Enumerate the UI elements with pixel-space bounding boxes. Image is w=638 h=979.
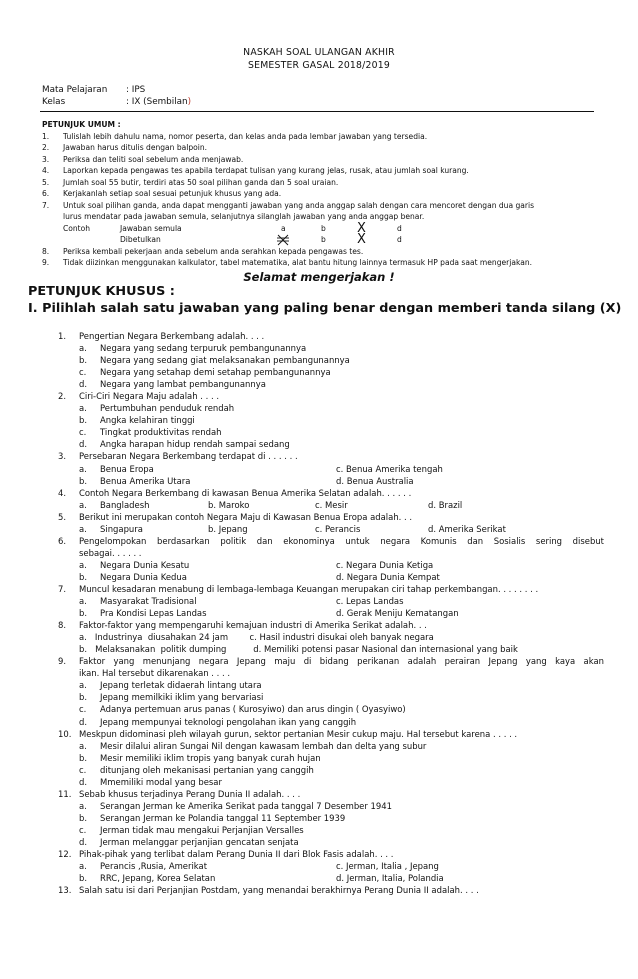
option: a. Mesir dilalui aliran Sungai Nil dengan kawasam lembah dan delta yang subur xyxy=(79,740,427,751)
example-original-label: Jawaban semula xyxy=(120,223,182,233)
question-text: Meskpun didominasi pleh wilayah gurun, sektor pertanian Mesir cukup maju. Hal tersebut karena . . . . . xyxy=(79,728,518,739)
question-text: Contoh Negara Berkembang di kawasan Benua Amerika Selatan adalah. . . . . . xyxy=(79,487,412,498)
question-12: 12. Pihak-pihak yang terlibat dalam Perang Dunia II dari Blok Fasis adalah. . . . xyxy=(58,848,604,860)
question-list xyxy=(58,330,604,896)
answer-example-row-1: Contoh Jawaban semula a b X d xyxy=(63,220,402,236)
option-row: b. RRC, Jepang, Korea Selatan d. Jerman, Italia, Polandia xyxy=(79,873,444,884)
option: c. Tingkat produktivitas rendah xyxy=(79,427,222,438)
question-3: 3. Persebaran Negara Berkembang terdapat di . . . . . . xyxy=(58,450,604,462)
question-10: 10. Meskpun didominasi pleh wilayah gurun, sektor pertanian Mesir cukup maju. Hal tersebut karena . . . . . xyxy=(58,728,604,740)
instruction-item: Jawaban harus ditulis dengan balpoin. xyxy=(63,143,208,153)
instruction-item: Periksa kembali pekerjaan anda sebelum anda serahkan kepada pengawas tes. xyxy=(63,246,364,256)
class-label: Kelas xyxy=(42,97,66,107)
option: c. Jerman tidak mau mengakui Perjanjian Versalles xyxy=(79,824,304,835)
instruction-item: Periksa dan teliti soal sebelum anda menjawab. xyxy=(63,154,244,164)
option: a. Negara yang sedang terpuruk pembangunannya xyxy=(79,343,307,354)
option-row: b. Pra Kondisi Lepas Landas d. Gerak Meniju Kematangan xyxy=(79,608,459,619)
instruction-item: Laporkan kepada pengawas tes apabila terdapat tulisan yang kurang jelas, rusak, atau jumlah soal kurang. xyxy=(63,166,469,176)
exam-header xyxy=(0,46,638,72)
option-row: a. Singapura b. Jepang c. Perancis d. Amerika Serikat xyxy=(79,523,506,534)
question-text: Pengertian Negara Berkembang adalah. . . . xyxy=(79,331,265,341)
question-text-cont: ikan. Hal tersebut dikarenakan . . . . xyxy=(79,668,231,679)
instruction-item: Jumlah soal 55 butir, terdiri atas 50 soal pilihan ganda dan 5 soal uraian. xyxy=(63,177,339,187)
class-value: : IX (Sembilan) xyxy=(126,97,192,107)
option: a. Pertumbuhan penduduk rendah xyxy=(79,403,235,414)
subject-value: : IPS xyxy=(126,85,146,95)
option: d. Negara yang lambat pembangunannya xyxy=(79,379,266,390)
option-row: a. Masyarakat Tradisional c. Lepas Landas xyxy=(79,596,404,607)
question-13: 13. Salah satu isi dari Perjanjian Postdam, yang menandai berakhirnya Perang Dunia II adalah. . . . xyxy=(58,884,604,896)
question-8: 8. Faktor-faktor yang mempengaruhi kemajuan industri di Amerika Serikat adalah. . . xyxy=(58,619,604,631)
option: b. Negara yang sedang giat melaksanakan pembangunannya xyxy=(79,355,350,366)
option-row: a. Perancis ,Rusia, Amerikat c. Jerman, Italia , Jepang xyxy=(79,861,439,872)
instruction-item: Tidak diizinkan menggunakan kalkulator, tabel matematika, alat bantu hitung lainnya termasuk HP pada saat mengerjakan. xyxy=(63,258,533,268)
option: b. Serangan Jerman ke Polandia tanggal 11 September 1939 xyxy=(79,812,346,823)
option-row: b. Negara Dunia Kedua d. Negara Dunia Kempat xyxy=(79,571,440,582)
section-heading: I. Pilihlah salah satu jawaban yang paling benar dengan memberi tanda silang (X) xyxy=(28,301,622,316)
question-text: Salah satu isi dari Perjanjian Postdam, yang menandai berakhirnya Perang Dunia II adalah. . . . xyxy=(79,885,479,896)
exam-title: NASKAH SOAL ULANGAN AKHIR xyxy=(243,47,395,58)
option: c. ditunjang oleh mekanisasi pertanian yang canggih xyxy=(79,764,314,775)
question-text: Muncul kesadaran menabung di lembaga-lembaga Keuangan merupakan ciri tahap perkembangan. . . . . . . . xyxy=(79,583,539,594)
question-text: Persebaran Negara Berkembang terdapat di . . . . . . xyxy=(79,451,298,462)
option-row: a. Benua Eropa c. Benua Amerika tengah xyxy=(79,463,443,474)
instruction-item: Tulislah lebih dahulu nama, nomor peserta, dan kelas anda pada lembar jawaban yang tersedia. xyxy=(63,131,428,141)
general-instructions-title: PETUNJUK UMUM : xyxy=(42,120,121,129)
question-text-cont: sebagai. . . . . . xyxy=(79,547,142,558)
question-text: Faktor yang menunjang negara Jepang maju di bidang perikanan adalah perairan Jepang yang kaya akan xyxy=(79,656,604,667)
subject-label: Mata Pelajaran xyxy=(42,85,108,95)
instruction-item: Untuk soal pilihan ganda, anda dapat mengganti jawaban yang anda anggap salah dengan cara mencoret dengan dua garis xyxy=(63,200,535,210)
example-label: Contoh xyxy=(63,223,91,233)
option: a. Jepang terletak didaerah lintang utara xyxy=(79,680,262,691)
instruction-item-cont: lurus mendatar pada jawaban semula, selanjutnya silanglah jawaban yang anda anggap benar. xyxy=(63,212,425,222)
cross-mark: X xyxy=(357,220,366,236)
question-text: Pihak-pihak yang terlibat dalam Perang Dunia II dari Blok Fasis adalah. . . . xyxy=(79,849,394,860)
option: c. Negara yang setahap demi setahap pembangunannya xyxy=(79,367,331,378)
option: d. Jepang mempunyai teknologi pengolahan ikan yang canggih xyxy=(79,716,357,727)
special-instructions-title: PETUNJUK KHUSUS : xyxy=(28,284,175,299)
exam-meta xyxy=(42,84,191,108)
option: d. Jerman melanggar perjanjian gencatan senjata xyxy=(79,836,299,847)
example-corrected-label: Dibetulkan xyxy=(120,235,161,245)
header-divider xyxy=(40,111,594,112)
option-row: a. Bangladesh b. Maroko c. Mesir d. Brazil xyxy=(79,499,463,510)
cross-mark: X xyxy=(357,232,366,248)
question-text: Ciri-Ciri Negara Maju adalah . . . . xyxy=(79,391,220,402)
option-row: a. Industrinya diusahakan 24 jam c. Hasil industri disukai oleh banyak negara xyxy=(79,632,434,643)
option: b. Jepang memilkiki iklim yang bervariasi xyxy=(79,692,264,703)
exam-semester: SEMESTER GASAL 2018/2019 xyxy=(248,60,390,71)
option: d. Angka harapan hidup rendah sampai sedang xyxy=(79,439,290,450)
question-text: Pengelompokan berdasarkan politik dan ekonominya untuk negara Komunis dan Sosialis sering disebut xyxy=(79,535,604,546)
option-row: b. Melaksanakan politik dumping d. Memiliki potensi pasar Nasional dan internasional yang baik xyxy=(79,644,518,655)
question-text: Faktor-faktor yang mempengaruhi kemajuan industri di Amerika Serikat adalah. . . xyxy=(79,620,427,631)
question-text: Berikut ini merupakan contoh Negara Maju di Kawasan Benua Eropa adalah. . . xyxy=(79,511,413,522)
question-text: Sebab khusus terjadinya Perang Dunia II adalah. . . . xyxy=(79,788,301,799)
special-instructions xyxy=(28,283,621,317)
option-row: b. Benua Amerika Utara d. Benua Australia xyxy=(79,475,414,486)
greeting: Selamat mengerjakan ! xyxy=(243,270,395,284)
option: c. Adanya pertemuan arus panas ( Kurosyiwo) dan arus dingin ( Oyasyiwo) xyxy=(79,704,406,715)
question-11: 11. Sebab khusus terjadinya Perang Dunia II adalah. . . . xyxy=(58,788,604,800)
question-2: 2. Ciri-Ciri Negara Maju adalah . . . . xyxy=(58,390,604,402)
option: b. Angka kelahiran tinggi xyxy=(79,415,195,426)
question-6: 6. Pengelompokan berdasarkan politik dan ekonominya untuk negara Komunis dan Sosialis sering disebut xyxy=(58,535,604,546)
crossed-out-mark xyxy=(275,234,291,246)
option-row: a. Negara Dunia Kesatu c. Negara Dunia Ketiga xyxy=(79,559,434,570)
instruction-item: Kerjakanlah setiap soal sesuai petunjuk khusus yang ada. xyxy=(63,189,282,199)
question-9: 9. Faktor yang menunjang negara Jepang maju di bidang perikanan adalah perairan Jepang yang kaya akan xyxy=(58,656,604,667)
option: b. Mesir memiliki iklim tropis yang banyak curah hujan xyxy=(79,752,321,763)
general-instructions: PETUNJUK UMUM : 1. Tulislah lebih dahulu nama, nomor peserta, dan kelas anda pada lembar jawaban yang tersedia. 2. Jawaban harus ditulis dengan balpoin. 3. Periksa dan teliti soal sebelum anda menjawab. 4. Laporkan kepada pengawas tes apabila terdapat tulisan yang kurang jelas, rusak, atau jumlah soal kurang. 5. Jumlah soal 55 butir, terdiri atas 50 soal pilihan ganda dan 5 soal uraian. 6. Kerjakanlah setiap soal sesuai petunjuk khusus yang ada. 7. Untuk soal pilihan ganda, anda dapat mengganti jawaban yang anda anggap salah dengan cara mencoret dengan dua garis lurus mendatar pada jawaban semula, selanjutnya silanglah jawaban yang anda anggap benar. Contoh Jawaban semula a b X d Dibetulkan b X d 8. Periksa kembali pekerjaan anda sebelum anda serahkan kepada pengawas tes. 9. Tidak diizinkan menggunakan kalkulator, tabel matematika, alat bantu hitung lainnya termasuk HP pada saat mengerjakan. xyxy=(42,119,598,269)
question-5: 5. Berikut ini merupakan contoh Negara Maju di Kawasan Benua Eropa adalah. . . xyxy=(58,511,604,523)
option: d. Mmemiliki modal yang besar xyxy=(79,776,222,787)
answer-example-row-2: Dibetulkan b X d xyxy=(120,232,402,248)
option: a. Serangan Jerman ke Amerika Serikat pada tanggal 7 Desember 1941 xyxy=(79,800,392,811)
question-4: 4. Contoh Negara Berkembang di kawasan Benua Amerika Selatan adalah. . . . . . xyxy=(58,487,604,499)
question-7: 7. Muncul kesadaran menabung di lembaga-lembaga Keuangan merupakan ciri tahap perkembangan. . . . . . . . xyxy=(58,583,604,595)
question-1: 1. Pengertian Negara Berkembang adalah. . . . xyxy=(58,330,604,342)
